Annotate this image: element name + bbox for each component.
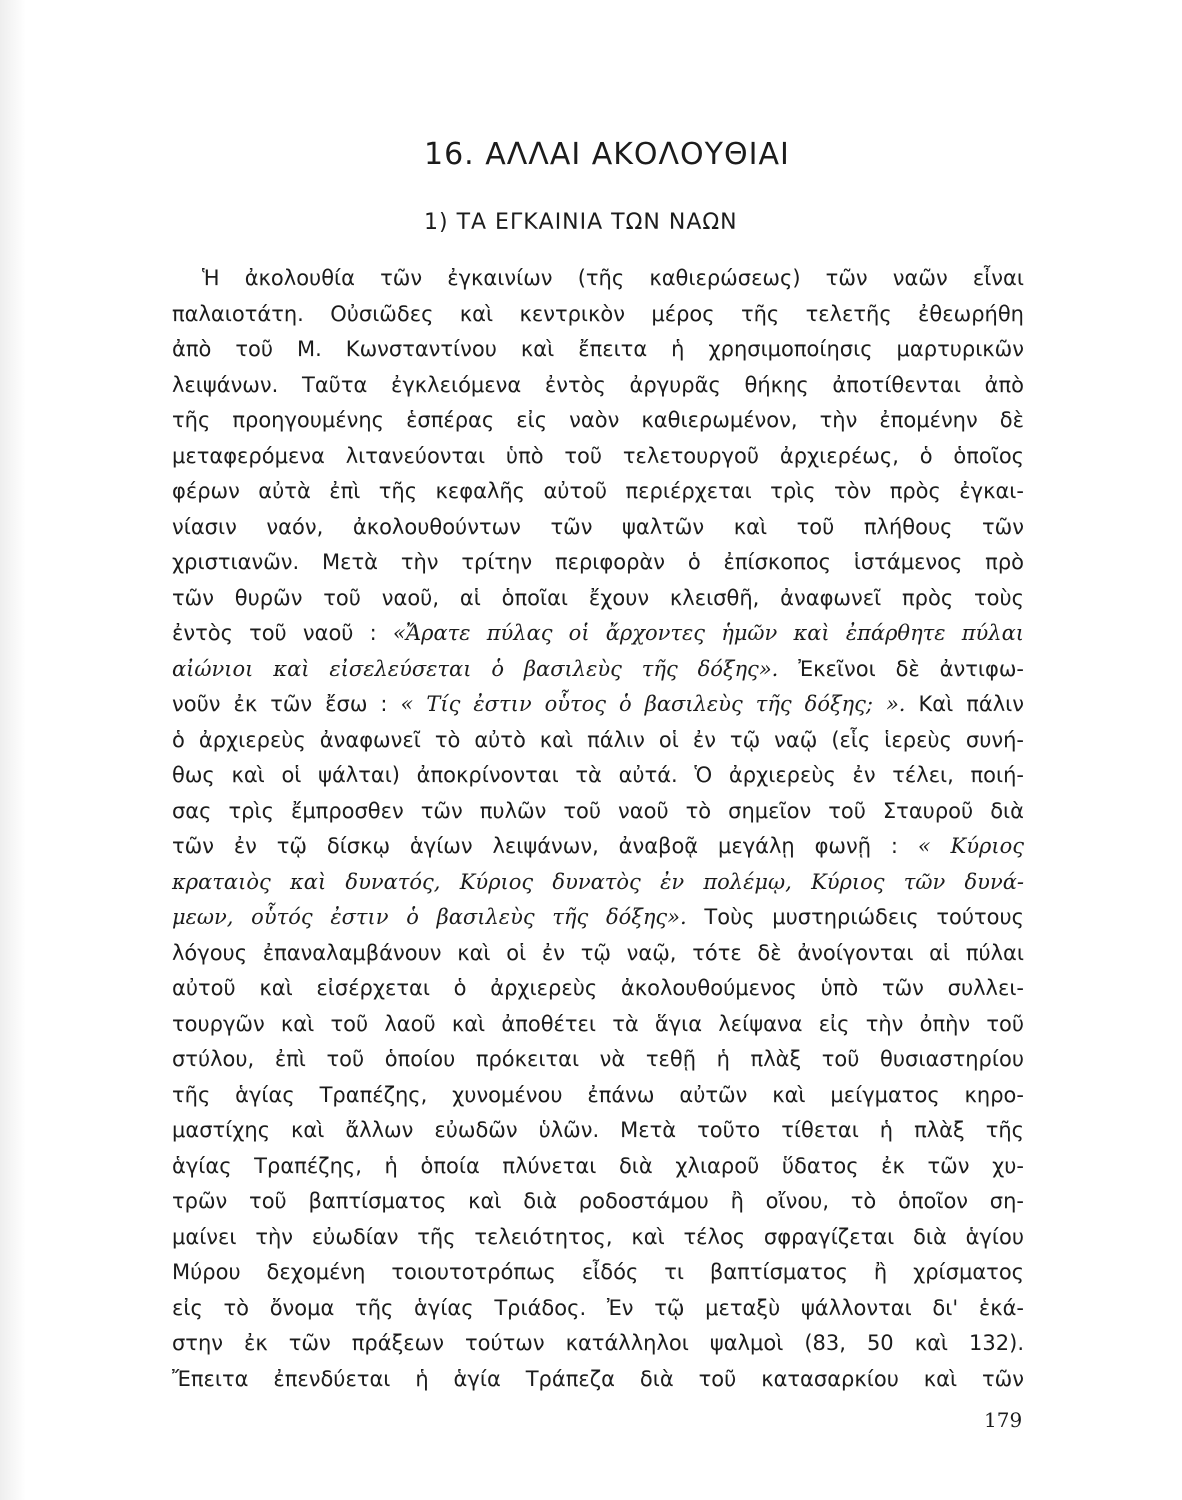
- text-line: [172, 1149, 1024, 1185]
- text-segment: φέρων αὐτὰ ἐπὶ τῆς κεφαλῆς αὐτοῦ περιέρχεται τρὶς τὸν πρὸς ἐγκαι-: [172, 479, 1024, 503]
- text-line: [172, 368, 1024, 404]
- text-line: [172, 1326, 1024, 1362]
- text-line: [172, 297, 1024, 333]
- text-line: [172, 581, 1024, 617]
- text-line: [172, 900, 1024, 936]
- quoted-text: «Ἄρατε πύλας οἱ ἄρχοντες ἡμῶν καὶ ἐπάρθητε πύλαι: [392, 621, 1025, 645]
- text-line: [172, 829, 1024, 865]
- text-segment: τουργῶν καὶ τοῦ λαοῦ καὶ ἀποθέτει τὰ ἅγια λείψανα εἰς τὴν ὀπὴν τοῦ: [172, 1011, 1024, 1036]
- text-segment: μεταφερόμενα λιτανεύονται ὑπὸ τοῦ τελετουργοῦ ἀρχιερέως, ὁ ὁποῖος: [172, 443, 1024, 468]
- text-segment: σας τρὶς ἔμπροσθεν τῶν πυλῶν τοῦ ναοῦ τὸ σημεῖον τοῦ Σταυροῦ διὰ: [172, 798, 1024, 823]
- text-segment: Καὶ πάλιν: [905, 692, 1024, 716]
- text-segment: λόγους ἐπαναλαμβάνουν καὶ οἱ ἐν τῷ ναῷ, τότε δὲ ἀνοίγονται αἱ πύλαι: [172, 940, 1024, 965]
- quoted-text: « Κύριος: [917, 834, 1024, 858]
- text-segment: Ἐκεῖνοι δὲ ἀντιφω-: [778, 656, 1024, 681]
- quoted-text: μεων, οὗτός ἐστιν ὁ βασιλεὺς τῆς δόξης».: [172, 905, 687, 929]
- text-segment: Τοὺς μυστηριώδεις τούτους: [686, 905, 1024, 929]
- text-segment: ἀπὸ τοῦ Μ. Κωνσταντίνου καὶ ἔπειτα ἡ χρησιμοποίησις μαρτυρικῶν: [172, 337, 1024, 361]
- text-segment: νοῦν ἐκ τῶν ἔσω :: [172, 692, 401, 716]
- text-line: [172, 1078, 1024, 1114]
- text-line: [172, 332, 1024, 368]
- quoted-text: κραταιὸς καὶ δυνατός, Κύριος δυνατὸς ἐν πολέμῳ, Κύριος τῶν δυνά-: [172, 869, 1024, 894]
- quoted-text: αἰώνιοι καὶ εἰσελεύσεται ὁ βασιλεὺς τῆς δόξης».: [172, 656, 779, 681]
- section-title: 1) ΤΑ ΕΓΚΑΙΝΙΑ ΤΩΝ ΝΑΩΝ: [424, 210, 738, 235]
- text-line: [172, 1291, 1024, 1327]
- text-segment: αὐτοῦ καὶ εἰσέρχεται ὁ ἀρχιερεὺς ἀκολουθούμενος ὑπὸ τῶν συλλει-: [172, 976, 1024, 1000]
- text-line: [172, 403, 1024, 439]
- text-segment: ὁ ἀρχιερεὺς ἀναφωνεῖ τὸ αὐτὸ καὶ πάλιν οἱ ἐν τῷ ναῷ (εἷς ἱερεὺς συνή-: [172, 727, 1024, 752]
- text-line: [172, 1184, 1024, 1220]
- page-number: 179: [984, 1408, 1023, 1432]
- body-paragraph: [172, 261, 1024, 1397]
- text-line: [172, 723, 1024, 759]
- text-line: [172, 510, 1024, 546]
- text-segment: ἐντὸς τοῦ ναοῦ :: [172, 621, 393, 645]
- text-line: [172, 545, 1024, 581]
- text-segment: τῆς ἁγίας Τραπέζης, χυνομένου ἐπάνω αὐτῶν καὶ μείγματος κηρο-: [172, 1082, 1024, 1107]
- text-line: [172, 1220, 1024, 1256]
- text-segment: στην ἐκ τῶν πράξεων τούτων κατάλληλοι ψαλμοὶ (83, 50 καὶ 132).: [172, 1331, 1024, 1355]
- text-line: [172, 261, 1024, 297]
- text-segment: στύλου, ἐπὶ τοῦ ὁποίου πρόκειται νὰ τεθῇ ἡ πλὰξ τοῦ θυσιαστηρίου: [172, 1047, 1024, 1071]
- text-line: [172, 1007, 1024, 1043]
- text-segment: μαίνει τὴν εὐωδίαν τῆς τελειότητος, καὶ τέλος σφραγίζεται διὰ ἁγίου: [172, 1224, 1024, 1249]
- text-line: [172, 865, 1024, 901]
- text-segment: χριστιανῶν. Μετὰ τὴν τρίτην περιφορὰν ὁ ἐπίσκοπος ἱστάμενος πρὸ: [172, 550, 1024, 574]
- text-segment: νίασιν ναόν, ἀκολουθούντων τῶν ψαλτῶν καὶ τοῦ πλήθους τῶν: [172, 514, 1024, 539]
- text-segment: Ἡ ἀκολουθία τῶν ἐγκαινίων (τῆς καθιερώσεως) τῶν ναῶν εἶναι: [202, 266, 1024, 290]
- text-segment: εἰς τὸ ὄνομα τῆς ἁγίας Τριάδος. Ἐν τῷ μεταξὺ ψάλλονται δι' ἑκά-: [172, 1295, 1024, 1320]
- text-line: [172, 1362, 1024, 1398]
- text-line: [172, 794, 1024, 830]
- page-edge-shadow: [0, 0, 26, 1500]
- text-line: [172, 1113, 1024, 1149]
- text-line: [172, 936, 1024, 972]
- text-segment: λειψάνων. Ταῦτα ἐγκλειόμενα ἐντὸς ἀργυρᾶς θήκης ἀποτίθενται ἀπὸ: [172, 372, 1024, 397]
- text-segment: ἁγίας Τραπέζης, ἡ ὁποία πλύνεται διὰ χλιαροῦ ὕδατος ἐκ τῶν χυ-: [172, 1153, 1024, 1178]
- chapter-title: 16. ΑΛΛΑΙ ΑΚΟΛΟΥΘΙΑΙ: [424, 137, 790, 172]
- text-line: [172, 758, 1024, 794]
- text-segment: θως καὶ οἱ ψάλται) ἀποκρίνονται τὰ αὐτά. Ὁ ἀρχιερεὺς ἐν τέλει, ποιή-: [172, 763, 1024, 787]
- text-segment: Ἔπειτα ἐπενδύεται ἡ ἁγία Τράπεζα διὰ τοῦ κατασαρκίου καὶ τῶν: [172, 1366, 1024, 1391]
- text-line: [172, 474, 1024, 510]
- text-segment: τῶν ἐν τῷ δίσκῳ ἁγίων λειψάνων, ἀναβοᾷ μεγάλῃ φωνῇ :: [172, 834, 918, 858]
- text-line: [172, 971, 1024, 1007]
- text-line: [172, 616, 1024, 652]
- text-segment: Μύρου δεχομένη τοιουτοτρόπως εἶδός τι βαπτίσματος ἢ χρίσματος: [172, 1260, 1024, 1284]
- text-segment: μαστίχης καὶ ἄλλων εὐωδῶν ὑλῶν. Μετὰ τοῦτο τίθεται ἡ πλὰξ τῆς: [172, 1118, 1024, 1142]
- quoted-text: « Τίς ἐστιν οὗτος ὁ βασιλεὺς τῆς δόξης; ».: [400, 692, 906, 716]
- text-segment: τῆς προηγουμένης ἑσπέρας εἰς ναὸν καθιερωμένον, τὴν ἐπομένην δὲ: [172, 408, 1024, 432]
- text-line: [172, 687, 1024, 723]
- text-line: [172, 1255, 1024, 1291]
- text-segment: τῶν θυρῶν τοῦ ναοῦ, αἱ ὁποῖαι ἔχουν κλεισθῆ, ἀναφωνεῖ πρὸς τοὺς: [172, 585, 1024, 610]
- text-line: [172, 439, 1024, 475]
- text-segment: τρῶν τοῦ βαπτίσματος καὶ διὰ ροδοστάμου ἢ οἴνου, τὸ ὁποῖον ση-: [172, 1189, 1024, 1213]
- text-line: [172, 1042, 1024, 1078]
- text-line: [172, 652, 1024, 688]
- text-segment: παλαιοτάτη. Οὐσιῶδες καὶ κεντρικὸν μέρος τῆς τελετῆς ἐθεωρήθη: [172, 301, 1024, 326]
